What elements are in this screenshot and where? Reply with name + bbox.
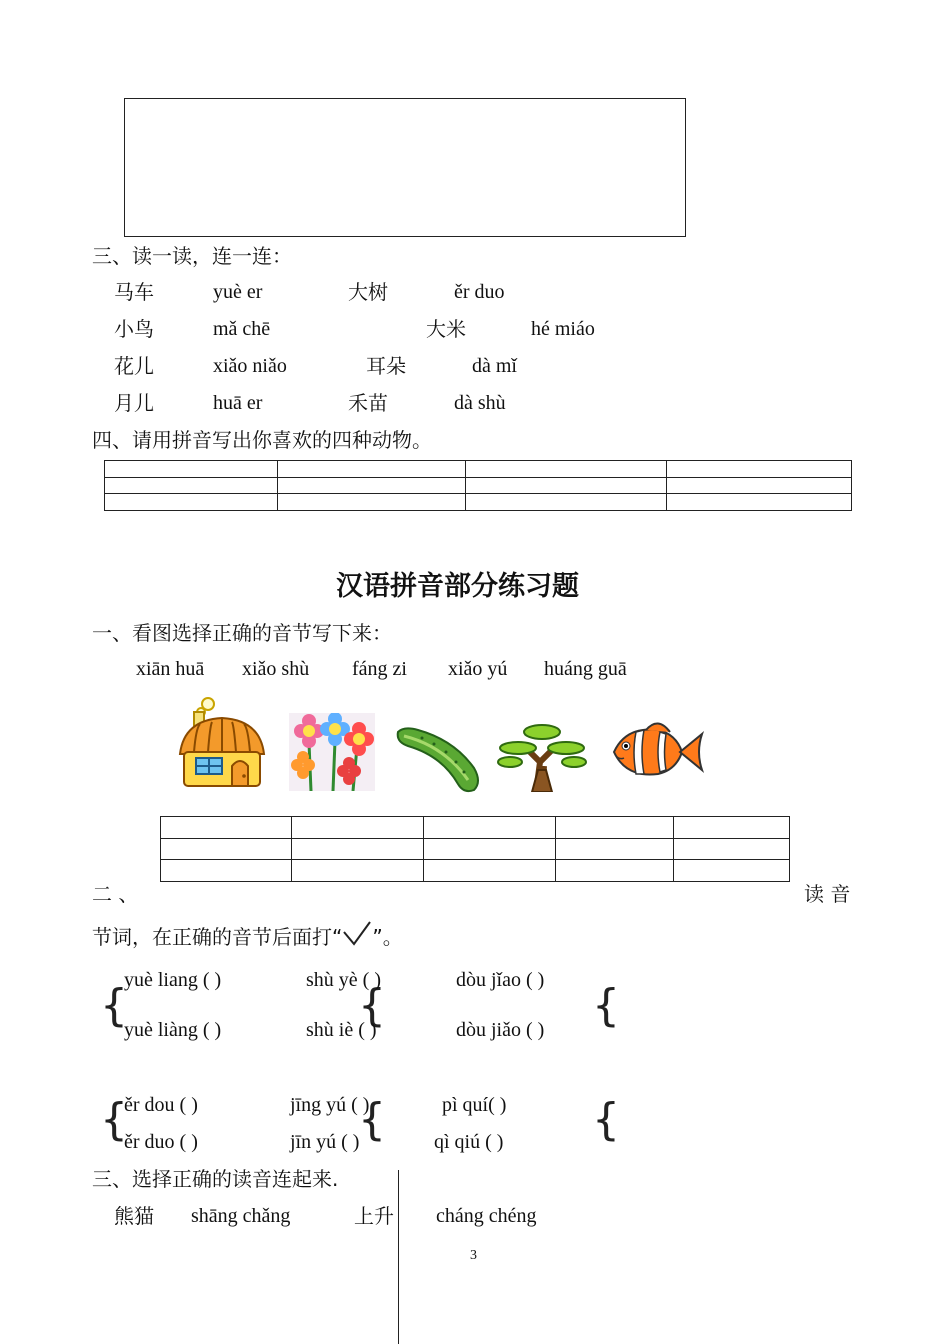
tree-icon <box>496 722 588 792</box>
brace: { <box>592 1094 620 1145</box>
word-chinese: 月儿 <box>114 391 154 415</box>
word-pinyin: xiǎo niǎo <box>213 355 287 377</box>
word-pinyin: mǎ chē <box>213 318 271 340</box>
word-pinyin: shāng chǎng <box>191 1205 291 1227</box>
section-heading: 三、读一读，连一连： <box>92 244 292 268</box>
syllable-option: xiǎo yú <box>448 658 508 680</box>
word-chinese: 花儿 <box>114 354 154 378</box>
pinyin-choice: yuè liang ( ) <box>124 969 222 991</box>
word-pinyin: yuè er <box>213 281 263 303</box>
pinyin-choice: jīn yú ( ) <box>290 1131 360 1153</box>
section-heading: 四、请用拼音写出你喜欢的四种动物。 <box>92 428 432 452</box>
word-chinese: 禾苗 <box>348 391 388 415</box>
pinyin-choice: pì quí( ) <box>442 1094 507 1116</box>
word-chinese: 熊猫 <box>114 1204 154 1228</box>
word-chinese: 耳朵 <box>366 354 406 378</box>
flowers-icon <box>289 713 375 791</box>
answer-box <box>124 98 686 237</box>
page-title: 汉语拼音部分练习题 <box>336 571 579 602</box>
word-chinese: 马车 <box>114 280 154 304</box>
syllable-option: fáng zi <box>352 658 407 680</box>
syllable-option: xiān huā <box>136 658 205 680</box>
divider-line <box>398 1170 399 1344</box>
pinyin-choice: dòu jǐao ( ) <box>456 969 545 991</box>
pinyin-choice: jīng yú ( ) <box>290 1094 370 1116</box>
section-heading: 二 、 <box>92 882 139 906</box>
word-pinyin: dà mǐ <box>472 355 517 377</box>
word-chinese: 大米 <box>426 317 466 341</box>
pinyin-choice: shù yè ( ) <box>306 969 381 991</box>
section-heading: 三、选择正确的读音连起来. <box>92 1167 339 1191</box>
instruction-line: 节词，在正确的音节后面打“ <box>92 925 343 949</box>
pinyin-choice: qì qiú ( ) <box>434 1131 504 1153</box>
pinyin-choice: ěr duo ( ) <box>124 1131 198 1153</box>
section-heading: 一、看图选择正确的音节写下来： <box>92 621 392 645</box>
syllable-option: xiǎo shù <box>242 658 310 680</box>
brace: { <box>358 1094 386 1145</box>
word-chinese: 大树 <box>348 280 388 304</box>
fish-icon <box>606 712 706 792</box>
word-pinyin: cháng chéng <box>436 1205 537 1227</box>
word-pinyin: huā er <box>213 392 263 414</box>
page-number: 3 <box>470 1248 477 1263</box>
brace: { <box>358 980 386 1031</box>
word-pinyin: hé miáo <box>531 318 595 340</box>
word-pinyin: dà shù <box>454 392 506 414</box>
word-pinyin: ěr duo <box>454 281 505 303</box>
pinyin-choice: shù iè ( ) <box>306 1019 377 1041</box>
word-chinese: 上升 <box>354 1204 394 1228</box>
word-chinese: 小鸟 <box>114 317 154 341</box>
instruction-text <box>92 920 403 949</box>
pinyin-choice: yuè liàng ( ) <box>124 1019 222 1041</box>
cucumber-icon <box>394 724 484 794</box>
instruction-end: ”。 <box>372 925 403 949</box>
syllable-option: huáng guā <box>544 658 627 680</box>
pinyin-choice: dòu jiǎo ( ) <box>456 1019 545 1041</box>
brace: { <box>100 980 128 1031</box>
picture-answer-grid <box>160 816 790 882</box>
checkmark-icon <box>342 920 372 946</box>
pinyin-writing-grid <box>104 460 852 511</box>
house-icon <box>174 694 270 790</box>
brace: { <box>592 980 620 1031</box>
pinyin-choice: ěr dou ( ) <box>124 1094 198 1116</box>
section-heading-cont: 读 音 <box>804 882 851 906</box>
brace: { <box>100 1094 128 1145</box>
